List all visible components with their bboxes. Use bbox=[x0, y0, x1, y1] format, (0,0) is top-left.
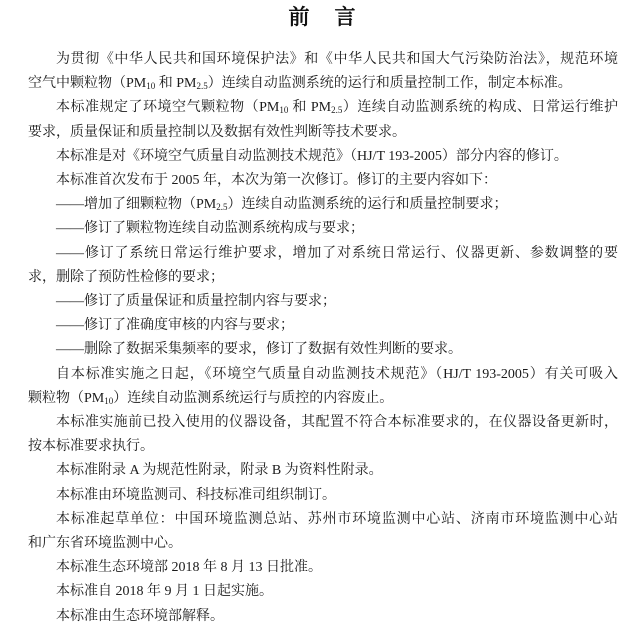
text-line-p1-l2 bbox=[28, 72, 618, 96]
text-line-item1 bbox=[28, 193, 618, 217]
text-segment: 求，删除了预防性检修的要求； bbox=[28, 269, 224, 285]
text-line-p5-l1 bbox=[28, 363, 618, 387]
text-segment: 本标准实施前已投入使用的仪器设备，其配置不符合本标准要求的，在仪器设备更新时， bbox=[56, 415, 618, 431]
text-line-p6-l2 bbox=[28, 435, 618, 459]
text-segment: 本标准生态环境部 2018 年 8 月 13 日批准。 bbox=[56, 560, 322, 576]
text-segment: 颗粒物（PM bbox=[28, 390, 105, 406]
text-line-item5 bbox=[28, 314, 618, 338]
document-body bbox=[28, 48, 618, 628]
text-segment: 按本标准要求执行。 bbox=[28, 439, 154, 455]
text-segment: ）连续自动监测系统的运行和质量控制要求； bbox=[227, 197, 508, 213]
text-segment: ——修订了准确度审核的内容与要求； bbox=[56, 318, 294, 334]
text-line-p8-l1 bbox=[28, 484, 618, 508]
text-line-p1-l1 bbox=[28, 48, 618, 72]
text-segment: ）连续自动监测系统的运行和质量控制工作，制定本标准。 bbox=[207, 76, 572, 92]
text-line-p5-l2 bbox=[28, 387, 618, 411]
text-line-p3-l1 bbox=[28, 145, 618, 169]
text-segment: ——修订了颗粒物连续自动监测系统构成与要求； bbox=[56, 221, 364, 237]
text-segment: ）连续自动监测系统运行与质控的内容废止。 bbox=[113, 390, 394, 406]
subscript-text: 10 bbox=[146, 81, 156, 92]
text-segment: 自本标准实施之日起，《环境空气质量自动监测技术规范》（HJ/T 193-2005）有关可吸入 bbox=[56, 366, 618, 382]
text-line-p9-l1 bbox=[28, 508, 618, 532]
text-segment: ——修订了系统日常运行维护要求，增加了对系统日常运行、仪器更新、参数调整的要 bbox=[56, 245, 618, 261]
text-segment: ——增加了细颗粒物（PM bbox=[56, 197, 217, 213]
text-line-item3-l2 bbox=[28, 266, 618, 290]
text-line-p11-l1 bbox=[28, 580, 618, 604]
text-line-p7-l1 bbox=[28, 459, 618, 483]
text-segment: 和广东省环境监测中心。 bbox=[28, 536, 182, 552]
text-segment: 本标准规定了环境空气颗粒物（PM bbox=[56, 100, 280, 116]
text-segment: ——删除了数据采集频率的要求，修订了数据有效性判断的要求。 bbox=[56, 342, 462, 358]
text-segment: 本标准附录 A 为规范性附录，附录 B 为资料性附录。 bbox=[56, 463, 383, 479]
text-segment: ——修订了质量保证和质量控制内容与要求； bbox=[56, 294, 336, 310]
text-segment: 本标准自 2018 年 9 月 1 日起实施。 bbox=[56, 584, 273, 600]
text-line-p9-l2 bbox=[28, 532, 618, 556]
page-title: 前 言 bbox=[288, 6, 358, 29]
text-segment: 为贯彻《中华人民共和国环境保护法》和《中华人民共和国大气污染防治法》，规范环境 bbox=[56, 52, 618, 67]
text-line-p4-l1 bbox=[28, 169, 618, 193]
text-segment: 本标准由生态环境部解释。 bbox=[56, 608, 224, 624]
text-segment: ）连续自动监测系统的构成、日常运行维护 bbox=[342, 100, 619, 116]
subscript-text: 10 bbox=[104, 395, 114, 406]
text-segment: 本标准是对《环境空气质量自动监测技术规范》（HJ/T 193-2005）部分内容的修订。 bbox=[56, 148, 568, 164]
text-line-p2-l1 bbox=[28, 96, 618, 120]
text-segment: 本标准起草单位：中国环境监测总站、苏州市环境监测中心站、济南市环境监测中心站 bbox=[56, 511, 618, 527]
subscript-text: 2.5 bbox=[331, 105, 343, 116]
text-line-item6 bbox=[28, 338, 618, 362]
text-segment: 本标准由环境监测司、科技标准司组织制订。 bbox=[56, 487, 336, 503]
text-line-item4 bbox=[28, 290, 618, 314]
text-segment: 空气中颗粒物（PM bbox=[28, 76, 147, 92]
text-line-p2-l2 bbox=[28, 121, 618, 145]
subscript-text: 10 bbox=[279, 105, 289, 116]
text-line-p6-l1 bbox=[28, 411, 618, 435]
text-segment: 要求，质量保证和质量控制以及数据有效性判断等技术要求。 bbox=[28, 124, 406, 140]
text-line-item3-l1 bbox=[28, 242, 618, 266]
text-segment: 和 PM bbox=[288, 100, 332, 116]
subscript-text: 2.5 bbox=[196, 81, 208, 92]
text-line-p12-l1 bbox=[28, 605, 618, 628]
text-segment: 和 PM bbox=[155, 76, 197, 92]
subscript-text: 2.5 bbox=[216, 202, 228, 213]
text-line-item2 bbox=[28, 217, 618, 241]
text-segment: 本标准首次发布于 2005 年，本次为第一次修订。修订的主要内容如下： bbox=[56, 173, 497, 189]
text-line-p10-l1 bbox=[28, 556, 618, 580]
